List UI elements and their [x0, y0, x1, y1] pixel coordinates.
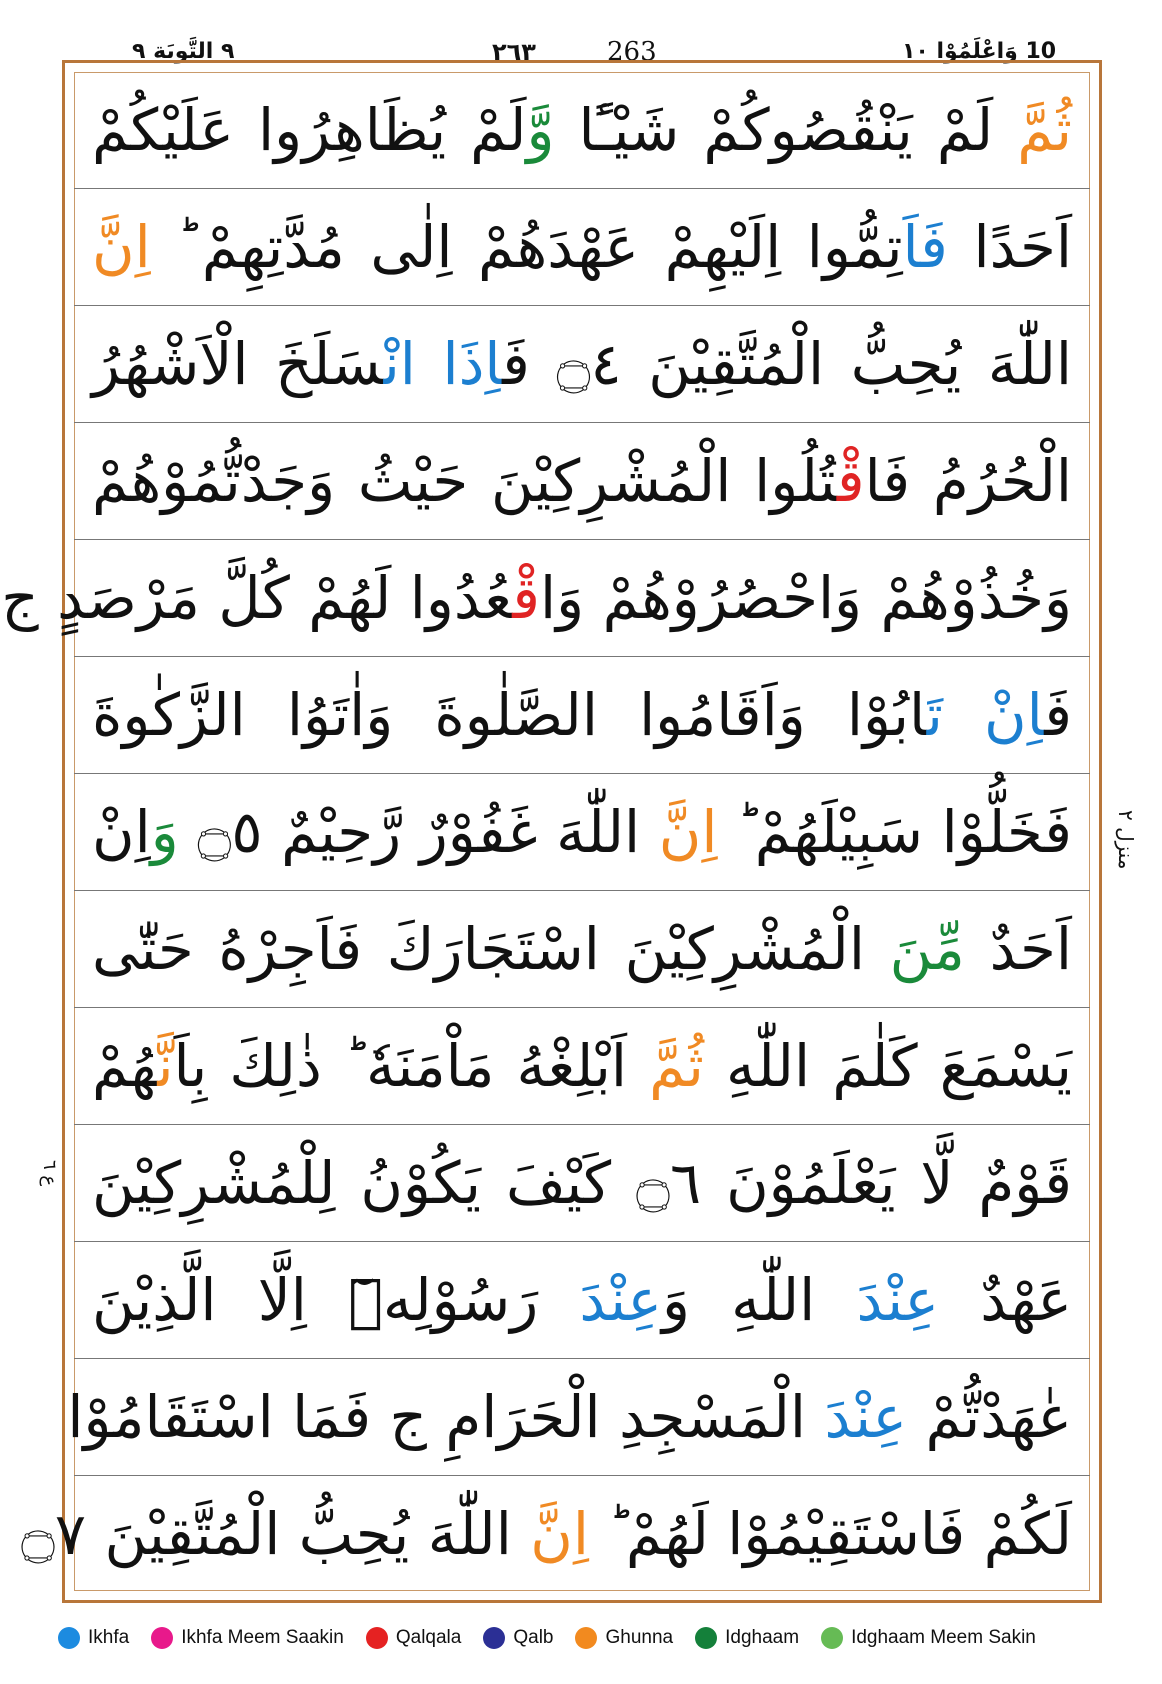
verse-segment: لَمْ يُظَاهِرُوا عَلَيْكُمْ [92, 96, 527, 164]
tajweed-highlight: اِنْ تَ [926, 681, 1045, 749]
verse-text [92, 1008, 1072, 1125]
tajweed-highlight: قْ [512, 564, 541, 632]
verse-text [92, 189, 1072, 306]
verse-segment: عُدُوا لَهُمْ كُلَّ مَرْصَدٍ ج [1, 564, 513, 632]
color-dot-icon [366, 1627, 388, 1649]
legend-label: Qalb [513, 1627, 554, 1648]
verse-segment: لَكُمْ فَاسْتَقِيْمُوْا لَهُمْ ؕ [588, 1500, 1072, 1568]
verse-text [92, 774, 1072, 891]
verse-text [92, 1125, 1072, 1242]
tajweed-highlight: ثُمَّ [1017, 96, 1072, 164]
legend-label: Idghaam Meem Sakin [851, 1627, 1036, 1648]
tajweed-highlight: مِّنَ [889, 915, 965, 983]
color-dot-icon [151, 1627, 173, 1649]
verse-segment: وَخُذُوْهُمْ وَاحْصُرُوْهُمْ وَا [540, 564, 1072, 632]
tajweed-legend [58, 1618, 1138, 1658]
text-line [67, 1359, 1090, 1476]
verse-segment: اَحَدًا [947, 213, 1072, 281]
color-dot-icon [483, 1627, 505, 1649]
manzil-mark: منزل ٢ [1114, 810, 1138, 870]
tajweed-highlight: ثُمَّ [649, 1032, 704, 1100]
legend-item [483, 1627, 553, 1649]
text-line [74, 423, 1090, 540]
legend-item [575, 1627, 673, 1649]
verse-segment: فَخَلُّوْا سَبِيْلَهُمْ ؕ [717, 798, 1073, 866]
color-dot-icon [695, 1627, 717, 1649]
text-line [1, 540, 1090, 657]
tajweed-highlight: وَّ [526, 96, 555, 164]
text-line [74, 1008, 1090, 1125]
verse-segment: اَبْلِغْهُ مَاْمَنَهٗ ؕ ذٰلِكَ بِاَ [173, 1032, 650, 1100]
verse-segment: اللّٰهَ غَفُوْرٌ رَّحِيْمٌ ۝٥ [178, 798, 659, 866]
verse-segment: اَحَدٌ [964, 915, 1072, 983]
text-line [74, 306, 1090, 423]
legend-label: Ikhfa [88, 1627, 130, 1648]
verse-segment: عٰهَدْتُّمْ [907, 1383, 1072, 1451]
verse-text [92, 306, 1072, 423]
tajweed-highlight: اِنَّ [658, 798, 718, 866]
text-line [74, 891, 1090, 1008]
surah-name: ٩ التَّوبَة ٩ [132, 39, 235, 64]
verse-text [92, 891, 1072, 1008]
color-dot-icon [575, 1627, 597, 1649]
text-line [74, 657, 1090, 774]
legend-label: Qalqala [395, 1627, 462, 1648]
juz-name: 10 وَاعْلَمُوْا ١٠ [902, 39, 1057, 64]
verse-segment: الْمَسْجِدِ الْحَرَامِ ج فَمَا اسْتَقَامُوْا [67, 1383, 825, 1451]
legend-item [151, 1627, 344, 1649]
verse-text [92, 657, 1072, 774]
verse-segment: اللّٰهَ يُحِبُّ الْمُتَّقِيْنَ ۝٤ فَ [502, 330, 1072, 398]
color-dot-icon [821, 1627, 843, 1649]
verse-segment: ابُوْا وَاَقَامُوا الصَّلٰوةَ وَاٰتَوُا الزَّكٰوةَ [92, 681, 927, 749]
text-line [20, 1476, 1090, 1593]
verse-text [92, 72, 1072, 189]
verse-segment: لَمْ يَنْقُصُوكُمْ شَيْـًٔا [554, 96, 1018, 164]
tajweed-highlight: اِنَّ [530, 1500, 589, 1568]
verse-segment: رَسُوْلِهٖٓ اِلَّا الَّذِيْنَ [92, 1266, 580, 1334]
tajweed-highlight: عِنْدَ [856, 1266, 940, 1334]
tajweed-highlight: اِذَا انْ [383, 330, 503, 398]
verse-segment: اللّٰهِ وَ [661, 1266, 857, 1334]
ruku-mark: ع ٦ [39, 1160, 60, 1187]
legend-item [695, 1627, 799, 1649]
legend-item [821, 1627, 1036, 1649]
legend-label: Idghaam [725, 1627, 800, 1648]
tajweed-highlight: نَّ [157, 1032, 174, 1100]
color-dot-icon [58, 1627, 80, 1649]
verse-segment: هُمْ [92, 1032, 158, 1100]
page-number: 263 [607, 37, 657, 67]
tajweed-highlight: قْ [836, 447, 865, 515]
verse-segment: تِمُّوا اِلَيْهِمْ عَهْدَهُمْ اِلٰى مُدَّتِهِمْ ؕ [150, 213, 903, 281]
verse-segment: تُلُوا الْمُشْرِكِيْنَ حَيْثُ وَجَدْتُّمُوْهُمْ [92, 447, 837, 515]
tajweed-highlight: اِنَّ [92, 213, 151, 281]
verse-text [20, 1476, 1072, 1593]
tajweed-highlight: عِنْدَ [579, 1266, 662, 1334]
legend-label: Ikhfa Meem Saakin [181, 1627, 344, 1648]
page-number-arabic: ٢٦٣ [492, 38, 536, 66]
verse-text [67, 1359, 1072, 1476]
legend-item [366, 1627, 462, 1649]
verse-segment: قَوْمٌ لَّا يَعْلَمُوْنَ ۝٦ كَيْفَ يَكُوْنُ لِلْمُشْرِكِيْنَ [92, 1149, 1072, 1217]
verse-segment: عَهْدٌ [939, 1266, 1072, 1334]
verse-segment: سَلَخَ الْاَشْهُرُ [92, 330, 384, 398]
tajweed-highlight: وَ [150, 798, 179, 866]
verse-segment: فَ [1044, 681, 1072, 749]
tajweed-highlight: فَاَ [902, 213, 948, 281]
legend-item [58, 1627, 129, 1649]
verse-text [92, 1242, 1072, 1359]
text-line [74, 1242, 1090, 1359]
verse-segment: اِنْ [92, 798, 151, 866]
verse-segment: الْحُرُمُ فَا [864, 447, 1072, 515]
text-line [74, 189, 1090, 306]
legend-label: Ghunna [605, 1627, 674, 1648]
verse-text [1, 540, 1072, 657]
verse-segment: الْمُشْرِكِيْنَ اسْتَجَارَكَ فَاَجِرْهُ حَتّٰى [92, 915, 890, 983]
text-line [74, 774, 1090, 891]
verse-segment: يَسْمَعَ كَلٰمَ اللّٰهِ [703, 1032, 1072, 1100]
text-line [74, 1125, 1090, 1242]
verse-text [92, 423, 1072, 540]
tajweed-highlight: عِنْدَ [824, 1383, 908, 1451]
verse-segment: اللّٰهَ يُحِبُّ الْمُتَّقِيْنَ ۝٧ [20, 1500, 531, 1568]
text-line [74, 72, 1090, 189]
